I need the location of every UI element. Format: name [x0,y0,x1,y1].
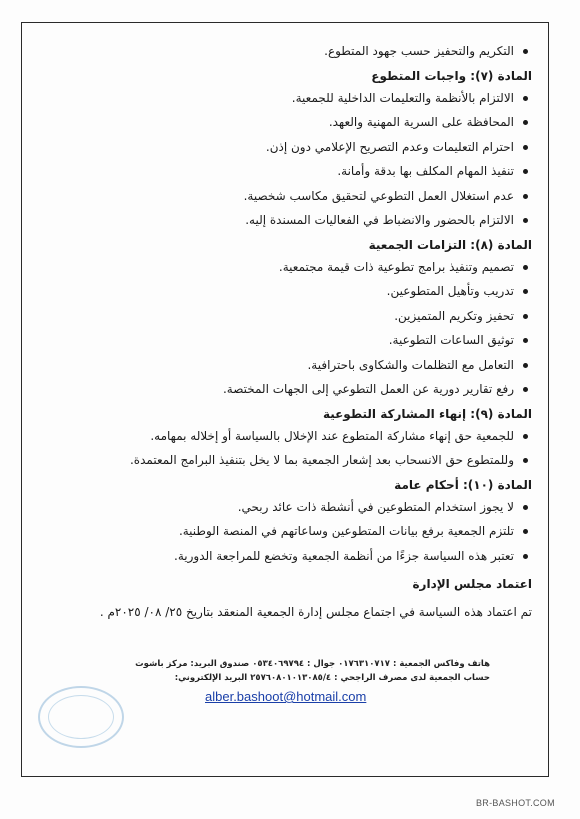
list-item: تدريب وتأهيل المتطوعين. [40,284,532,309]
article-9-heading: المادة (٩): إنهاء المشاركة التطوعية [322,406,532,421]
approval-heading: اعتماد مجلس الإدارة [412,577,532,591]
article-7-heading: المادة (٧): واجبات المتطوع [371,68,532,83]
list-item: رفع تقارير دورية عن العمل التطوعي إلى الجهات المختصة. [40,382,532,407]
article-7-list [40,91,532,238]
list-item: للجمعية حق إنهاء مشاركة المتطوع عند الإخلال بالسياسة أو إخلاله بمهامه. [40,429,532,454]
contact-footer [110,657,490,685]
email-link[interactable]: alber.bashoot@hotmail.com [205,689,367,704]
list-item: وللمتطوع حق الانسحاب بعد إشعار الجمعية بما لا يخل بتنفيذ البرامج المعتمدة. [40,453,532,478]
list-item: الالتزام بالحضور والانضباط في الفعاليات المسندة إليه. [40,213,532,238]
list-item: تحفيز وتكريم المتميزين. [40,309,532,334]
article-9-list [40,429,532,478]
seal-stamp [38,686,124,748]
list-item: احترام التعليمات وعدم التصريح الإعلامي دون إذن. [40,140,532,165]
list-item: التعامل مع التظلمات والشكاوى باحترافية. [40,358,532,383]
article-8-list [40,260,532,407]
list-item: تلتزم الجمعية برفع بيانات المتطوعين وساعاتهم في المنصة الوطنية. [40,524,532,549]
site-watermark: BR-BASHOT.COM [476,798,555,808]
list-item: توثيق الساعات التطوعية. [40,333,532,358]
list-item: المحافظة على السرية المهنية والعهد. [40,115,532,140]
list-item: الالتزام بالأنظمة والتعليمات الداخلية للجمعية. [40,91,532,116]
contact-phone-line: هاتف وفاكس الجمعية : ٠١٧٦٣١٠٧١٧ جوال : ٠٥٣٤٠٦٩٧٩٤ صندوق البريد: مركز باشوت [135,659,490,669]
article-10-list [40,500,532,574]
contact-bank-line: حساب الجمعية لدى مصرف الراجحي : ٢٥٧٦٠٨٠١٠١٣٠٨٥/٤ البريد الإلكتروني: [174,673,490,683]
list-item: تنفيذ المهام المكلف بها بدقة وأمانة. [40,164,532,189]
list-item: لا يجوز استخدام المتطوعين في أنشطة ذات عائد ربحي. [40,500,532,525]
approval-text: تم اعتماد هذه السياسة في اجتماع مجلس إدارة الجمعية المنعقد بتاريخ ٢٥/ ٠٨/ ٢٠٢٥م . [99,605,532,619]
policy-content [40,44,532,629]
list-item: التكريم والتحفيز حسب جهود المتطوع. [40,44,532,69]
list-item: تعتبر هذه السياسة جزءًا من أنظمة الجمعية وتخضع للمراجعة الدورية. [40,549,532,574]
list-item: عدم استغلال العمل التطوعي لتحقيق مكاسب شخصية. [40,189,532,214]
article-8-heading: المادة (٨): التزامات الجمعية [368,237,532,252]
list-item: تصميم وتنفيذ برامج تطوعية ذات قيمة مجتمعية. [40,260,532,285]
article-10-heading: المادة (١٠): أحكام عامة [394,477,532,492]
